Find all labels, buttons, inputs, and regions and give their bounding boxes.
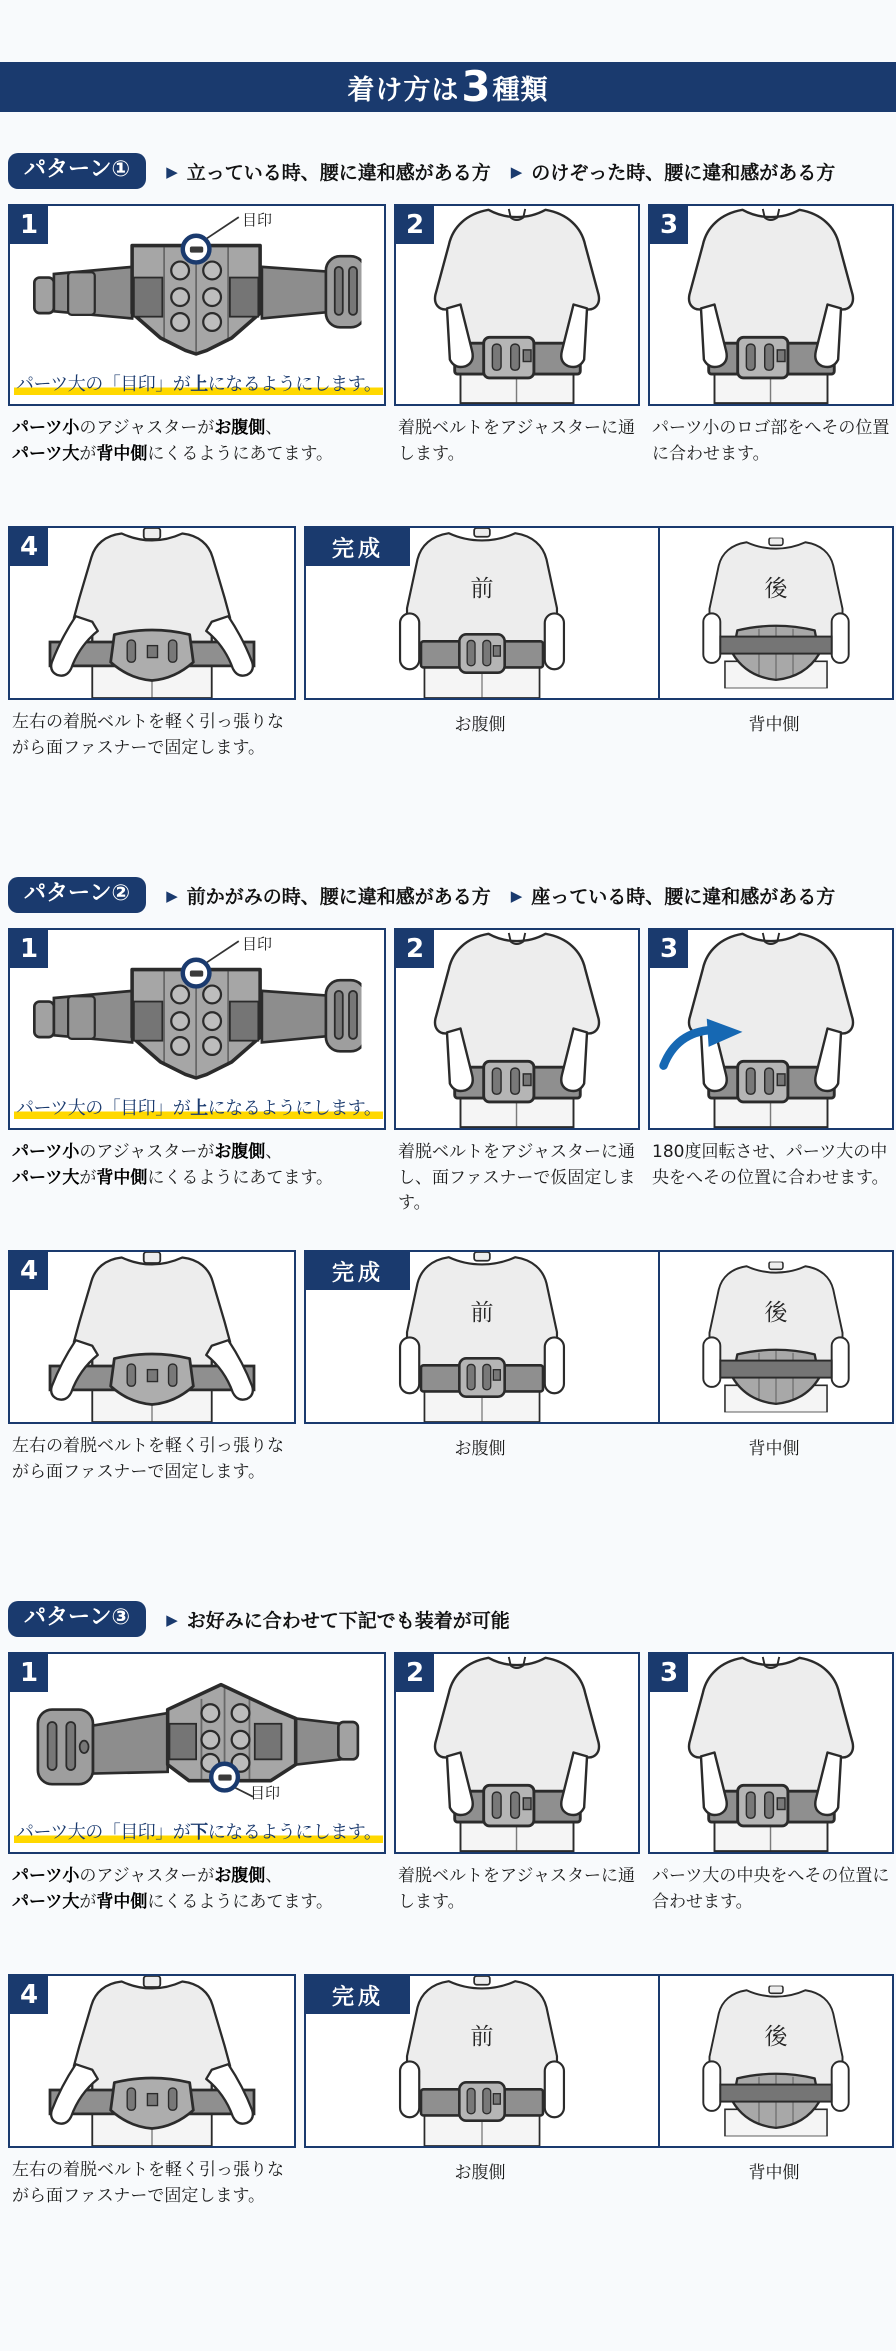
done-back-half <box>658 1252 892 1422</box>
person-back-pull-illustration <box>10 528 294 698</box>
step-number-badge: 4 <box>10 1976 48 2014</box>
back-label: 後 <box>764 576 788 602</box>
triangle-bullet-icon: ▶ <box>510 887 523 905</box>
pattern2-section <box>0 876 896 1530</box>
pattern2-step2-box <box>394 928 640 1130</box>
pattern2-step1-box <box>8 928 386 1130</box>
pattern3-label: パターン③ <box>8 1601 146 1638</box>
pattern1-condition-2: ▶ のけぞった時、腰に違和感がある方 <box>510 161 836 184</box>
pattern1-step4-caption: 左右の着脱ベルトを軽く引っ張りながら面ファスナーで固定します。 <box>12 712 284 758</box>
pattern1-step2-cell <box>394 204 640 512</box>
pattern1-step2-caption: 着脱ベルトをアジャスターに通します。 <box>398 418 635 464</box>
pattern2-condition-2: ▶ 座っている時、腰に違和感がある方 <box>510 885 836 908</box>
step-number-badge: 3 <box>650 206 688 244</box>
pattern2-step1-highlight: パーツ大の「目印」が上になるようにします。 <box>16 1098 382 1119</box>
pattern1-done-box <box>304 526 894 700</box>
pattern1-step4-box <box>8 526 296 700</box>
pattern3-step4-box <box>8 1974 296 2148</box>
pattern1-step3-box <box>648 204 894 406</box>
banner-suffix: 種類 <box>492 74 549 106</box>
pattern3-step3-box <box>648 1652 894 1854</box>
belt-up-illustration <box>12 934 382 1094</box>
pattern2-step4-box <box>8 1250 296 1424</box>
pattern3-condition-1: ▶ お好みに合わせて下記でも装着が可能 <box>166 1609 510 1632</box>
pattern1-step1-caption: パーツ小のアジャスターがお腹側、 パーツ大が背中側にくるようにあてます。 <box>12 418 333 464</box>
step-number-badge: 1 <box>10 206 48 244</box>
front-caption: お腹側 <box>454 1439 506 1459</box>
pattern1-step3-caption: パーツ小のロゴ部をへその位置に合わせます。 <box>652 418 890 464</box>
person-back-done-illustration <box>660 1252 892 1422</box>
mark-label: 目印 <box>242 935 273 953</box>
pattern3-row1 <box>0 1652 896 1960</box>
pattern2-done-box <box>304 1250 894 1424</box>
step-number-badge: 4 <box>10 528 48 566</box>
pattern2-step2-caption: 着脱ベルトをアジャスターに通し、面ファスナーで仮固定します。 <box>398 1142 636 1213</box>
top-spacer <box>0 0 896 62</box>
pattern2-step1-cell <box>8 928 386 1236</box>
belt-down-illustration <box>12 1658 382 1818</box>
pattern1-row2 <box>0 526 896 806</box>
banner-count: 3 <box>461 62 491 111</box>
pattern2-step3-cell <box>648 928 894 1236</box>
front-label: 前 <box>470 2024 494 2050</box>
back-label: 後 <box>764 2024 788 2050</box>
pattern3-step4-cell <box>8 1974 296 2254</box>
pattern1-step4-cell <box>8 526 296 806</box>
pattern2-header <box>0 876 896 914</box>
pattern1-done-cell <box>304 526 894 806</box>
back-label: 後 <box>764 1300 788 1326</box>
pattern1-step1-highlight: パーツ大の「目印」が上になるようにします。 <box>16 374 382 395</box>
pattern2-step2-cell <box>394 928 640 1236</box>
pattern1-step1-box <box>8 204 386 406</box>
pattern1-label: パターン① <box>8 153 146 190</box>
pattern2-step3-box <box>648 928 894 1130</box>
pattern1-header <box>0 152 896 190</box>
pattern1-step2-box <box>394 204 640 406</box>
pattern2-row2 <box>0 1250 896 1530</box>
pattern1-section <box>0 152 896 806</box>
pattern3-step3-caption: パーツ大の中央をへその位置に合わせます。 <box>652 1866 890 1912</box>
pattern3-step1-cell <box>8 1652 386 1960</box>
pattern3-done-cell <box>304 1974 894 2254</box>
pattern2-label: パターン② <box>8 877 146 914</box>
step-number-badge: 2 <box>396 1654 434 1692</box>
front-caption: お腹側 <box>454 715 506 735</box>
pattern2-done-cell <box>304 1250 894 1530</box>
page-title-banner <box>0 62 896 112</box>
back-caption: 背中側 <box>748 715 800 735</box>
pattern1-row1 <box>0 204 896 512</box>
pattern3-done-box <box>304 1974 894 2148</box>
front-caption: お腹側 <box>454 2163 506 2183</box>
done-back-half <box>658 1976 892 2146</box>
pattern2-step4-cell <box>8 1250 296 1530</box>
back-caption: 背中側 <box>748 1439 800 1459</box>
person-back-pull-illustration <box>10 1252 294 1422</box>
person-back-done-illustration <box>660 1976 892 2146</box>
step-number-badge: 1 <box>10 930 48 968</box>
pattern2-row1 <box>0 928 896 1236</box>
pattern3-done-captions <box>304 2158 894 2254</box>
pattern2-step3-caption: 180度回転させ、パーツ大の中央をへその位置に合わせます。 <box>652 1142 889 1188</box>
pattern2-step4-caption: 左右の着脱ベルトを軽く引っ張りながら面ファスナーで固定します。 <box>12 1436 284 1482</box>
done-badge: 完成 <box>306 1252 410 1290</box>
pattern1-done-captions <box>304 710 894 806</box>
done-badge: 完成 <box>306 1976 410 2014</box>
back-caption: 背中側 <box>748 2163 800 2183</box>
pattern3-step2-box <box>394 1652 640 1854</box>
front-label: 前 <box>470 576 494 602</box>
pattern3-step2-caption: 着脱ベルトをアジャスターに通します。 <box>398 1866 635 1912</box>
rotate-arrow-icon <box>656 1016 750 1074</box>
done-badge: 完成 <box>306 528 410 566</box>
triangle-bullet-icon: ▶ <box>510 163 523 181</box>
pattern1-step1-cell <box>8 204 386 512</box>
pattern3-step1-highlight: パーツ大の「目印」が下になるようにします。 <box>16 1822 382 1843</box>
pattern3-header <box>0 1600 896 1638</box>
person-back-done-illustration <box>660 528 892 698</box>
step-number-badge: 4 <box>10 1252 48 1290</box>
step-number-badge: 2 <box>396 930 434 968</box>
mark-label: 目印 <box>242 211 273 229</box>
step-number-badge: 2 <box>396 206 434 244</box>
step-number-badge: 3 <box>650 930 688 968</box>
pattern1-step3-cell <box>648 204 894 512</box>
pattern3-step2-cell <box>394 1652 640 1960</box>
banner-prefix: 着け方は <box>347 74 460 106</box>
done-back-half <box>658 528 892 698</box>
pattern2-done-captions <box>304 1434 894 1530</box>
step-number-badge: 1 <box>10 1654 48 1692</box>
pattern3-step3-cell <box>648 1652 894 1960</box>
pattern1-condition-1: ▶ 立っている時、腰に違和感がある方 <box>166 161 491 184</box>
pattern3-section <box>0 1600 896 2254</box>
pattern2-condition-1: ▶ 前かがみの時、腰に違和感がある方 <box>166 885 491 908</box>
mark-label: 目印 <box>250 1784 281 1802</box>
triangle-bullet-icon: ▶ <box>166 163 178 181</box>
pattern3-row2 <box>0 1974 896 2254</box>
belt-up-illustration <box>12 210 382 370</box>
pattern3-step1-box <box>8 1652 386 1854</box>
pattern3-step4-caption: 左右の着脱ベルトを軽く引っ張りながら面ファスナーで固定します。 <box>12 2160 284 2206</box>
triangle-bullet-icon: ▶ <box>166 1611 178 1629</box>
triangle-bullet-icon: ▶ <box>166 887 178 905</box>
person-back-pull-illustration <box>10 1976 294 2146</box>
pattern2-step1-caption: パーツ小のアジャスターがお腹側、 パーツ大が背中側にくるようにあてます。 <box>12 1142 333 1188</box>
step-number-badge: 3 <box>650 1654 688 1692</box>
front-label: 前 <box>470 1300 494 1326</box>
pattern3-step1-caption: パーツ小のアジャスターがお腹側、 パーツ大が背中側にくるようにあてます。 <box>12 1866 333 1912</box>
